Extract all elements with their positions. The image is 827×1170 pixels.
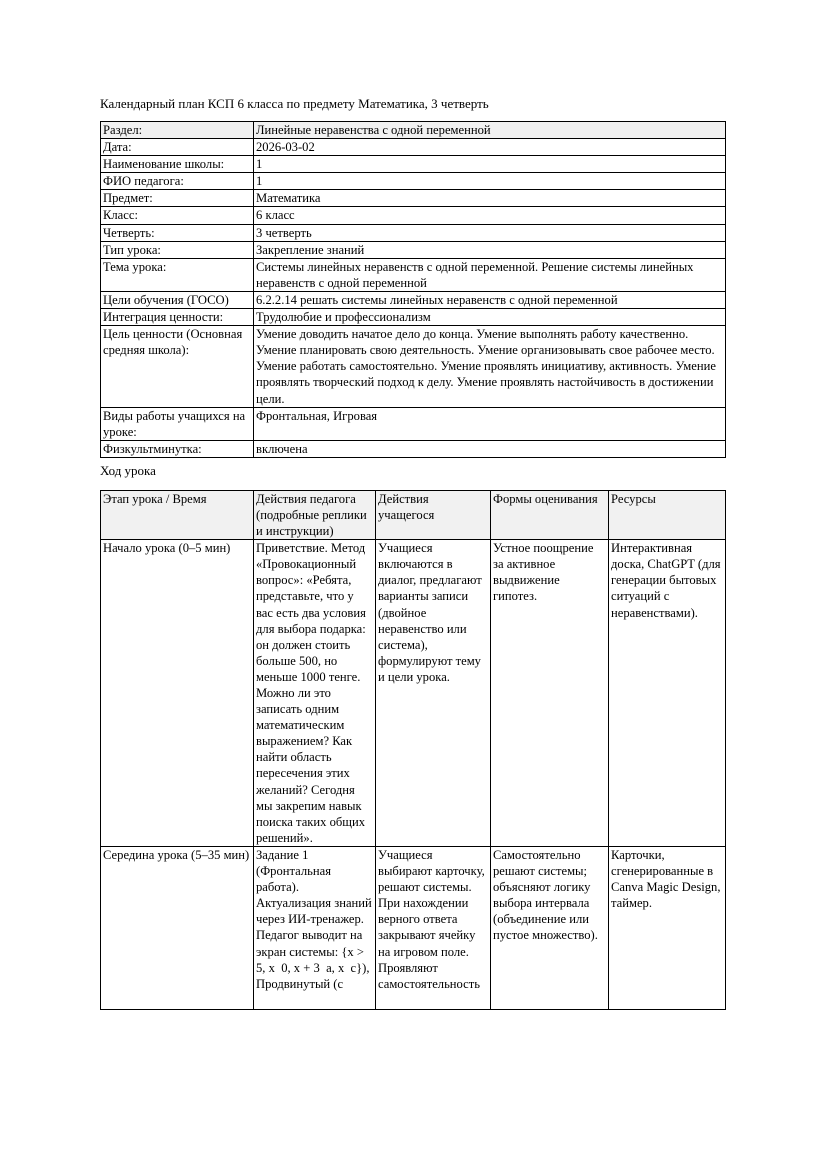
info-value: Фронтальная, Игровая bbox=[254, 407, 726, 440]
info-row bbox=[101, 258, 726, 291]
flow-header-cell: Действия педагога (подробные реплики и инструкции) bbox=[254, 490, 376, 539]
info-label: Тема урока: bbox=[101, 258, 254, 291]
info-value: 1 bbox=[254, 173, 726, 190]
info-label: Класс: bbox=[101, 207, 254, 224]
info-label: ФИО педагога: bbox=[101, 173, 254, 190]
info-label: Виды работы учащихся на уроке: bbox=[101, 407, 254, 440]
info-label: Четверть: bbox=[101, 224, 254, 241]
flow-header-cell: Формы оценивания bbox=[491, 490, 609, 539]
info-value: Умение доводить начатое дело до конца. Умение выполнять работу качественно. Умение планировать свою деятельность. Умение организовывать свое рабочее место. Умение работать самостоятельно. Умение проявлять инициативу, активность. Умение проявлять творческий подход к делу. Умение проявлять настойчивость в достижении цели. bbox=[254, 326, 726, 407]
info-label: Тип урока: bbox=[101, 241, 254, 258]
info-value: включена bbox=[254, 440, 726, 457]
section-label: Ход урока bbox=[100, 462, 156, 478]
flow-header-cell: Этап урока / Время bbox=[101, 490, 254, 539]
assessment-cell bbox=[491, 540, 609, 847]
info-value: 6.2.2.14 решать системы линейных неравенств с одной переменной bbox=[254, 291, 726, 308]
info-value: Закрепление знаний bbox=[254, 241, 726, 258]
info-row bbox=[101, 440, 726, 457]
info-value: 3 четверть bbox=[254, 224, 726, 241]
info-row bbox=[101, 122, 726, 139]
info-value: 1 bbox=[254, 156, 726, 173]
info-value: Системы линейных неравенств с одной переменной. Решение системы линейных неравенств с одной переменной bbox=[254, 258, 726, 291]
document-title: Календарный план КСП 6 класса по предмету Математика, 3 четверть bbox=[100, 96, 489, 111]
flow-header-cell: Действия учащегося bbox=[376, 490, 491, 539]
resources-cell bbox=[609, 540, 726, 847]
teacher-actions-cell bbox=[254, 540, 376, 847]
info-row bbox=[101, 173, 726, 190]
student-actions-cell bbox=[376, 540, 491, 847]
info-value: 6 класс bbox=[254, 207, 726, 224]
info-label: Физкультминутка: bbox=[101, 440, 254, 457]
info-row bbox=[101, 224, 726, 241]
student-actions-cell-text: Учащиеся выбирают карточку, решают системы. При нахождении верного ответа закрывают ячейку на игровом поле. Проявляют самостоятельность bbox=[378, 847, 485, 991]
student-actions-cell-text: Учащиеся включаются в диалог, предлагают варианты записи (двойное неравенство или система), формулируют тему и цели урока. bbox=[378, 541, 482, 684]
info-row bbox=[101, 407, 726, 440]
stage-cell bbox=[101, 540, 254, 847]
teacher-actions-cell-text: Приветствие. Метод «Провокационный вопрос»: «Ребята, представьте, что у вас есть два условия для выбора подарка: он должен стоить больше 500, но меньше 1000 тенге. Можно ли это записать одним математическим выражением? Как найти область пересечения этих желаний? Сегодня мы закрепим навык поиска таких общих решений». bbox=[256, 541, 366, 845]
resources-cell bbox=[609, 846, 726, 1009]
info-row bbox=[101, 139, 726, 156]
info-value: 2026-03-02 bbox=[254, 139, 726, 156]
teacher-actions-cell-text: Задание 1 (Фронтальная работа). Актуализация знаний через ИИ-тренажер. Педагог выводит на экран системы: {x > 5, x 0, x + 3 a, x c}), Продвинутый (с bbox=[256, 847, 372, 991]
info-label: Интеграция ценности: bbox=[101, 309, 254, 326]
info-label: Цели обучения (ГОСО) bbox=[101, 291, 254, 308]
stage-cell bbox=[101, 846, 254, 1009]
teacher-actions-cell bbox=[254, 846, 376, 1009]
info-label: Наименование школы: bbox=[101, 156, 254, 173]
resources-cell-text: Карточки, сгенерированные в Canva Magic Design, таймер. bbox=[611, 847, 721, 911]
document-content bbox=[100, 0, 727, 1010]
info-value: Линейные неравенства с одной переменной bbox=[254, 122, 726, 139]
info-label: Дата: bbox=[101, 139, 254, 156]
lesson-flow-table bbox=[100, 490, 726, 1010]
info-row bbox=[101, 309, 726, 326]
info-row bbox=[101, 190, 726, 207]
info-value: Математика bbox=[254, 190, 726, 207]
info-row bbox=[101, 156, 726, 173]
assessment-cell bbox=[491, 846, 609, 1009]
flow-header-cell: Ресурсы bbox=[609, 490, 726, 539]
lesson-info-table bbox=[100, 121, 726, 458]
flow-row bbox=[101, 540, 726, 847]
flow-header-row bbox=[101, 490, 726, 539]
info-value: Трудолюбие и профессионализм bbox=[254, 309, 726, 326]
info-label: Цель ценности (Основная средняя школа): bbox=[101, 326, 254, 407]
info-label: Раздел: bbox=[101, 122, 254, 139]
assessment-cell-text: Самостоятельно решают системы; объясняют логику выбора интервала (объединение или пустое множество). bbox=[493, 847, 598, 943]
info-row bbox=[101, 326, 726, 407]
student-actions-cell bbox=[376, 846, 491, 1009]
stage-cell-text: Середина урока (5–35 мин) bbox=[103, 847, 250, 862]
info-label: Предмет: bbox=[101, 190, 254, 207]
info-row bbox=[101, 291, 726, 308]
resources-cell-text: Интерактивная доска, ChatGPT (для генерации бытовых ситуаций с неравенствами). bbox=[611, 541, 721, 620]
info-row bbox=[101, 241, 726, 258]
stage-cell-text: Начало урока (0–5 мин) bbox=[103, 541, 231, 556]
assessment-cell-text: Устное поощрение за активное выдвижение гипотез. bbox=[493, 541, 594, 604]
info-row bbox=[101, 207, 726, 224]
flow-row bbox=[101, 846, 726, 1009]
